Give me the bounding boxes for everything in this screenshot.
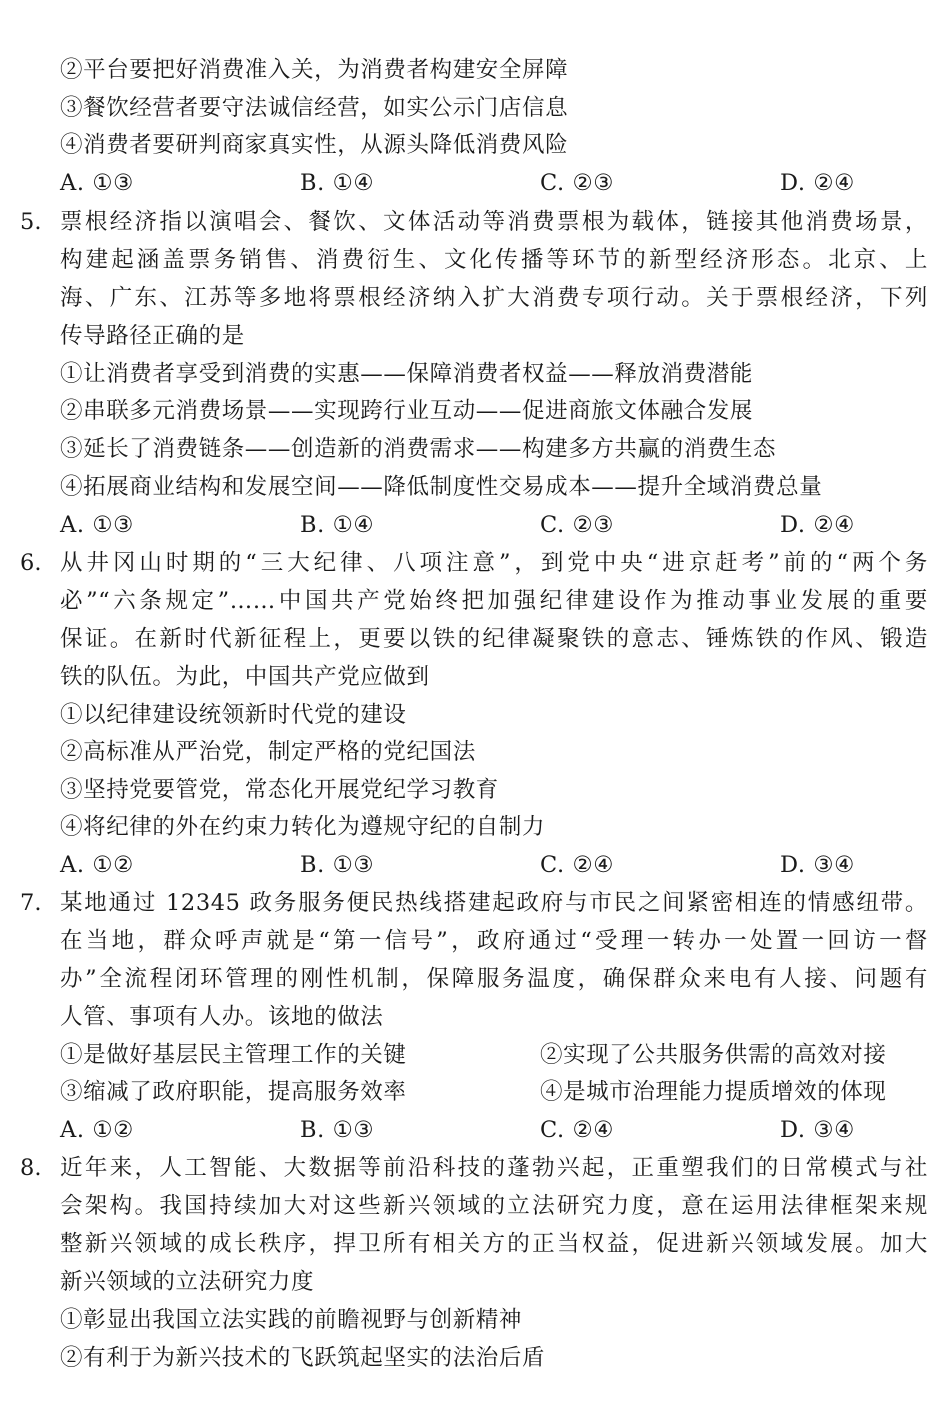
question-stem-line: 办”全流程闭环管理的刚性机制，保障服务温度，确保群众来电有人接、问题有 bbox=[60, 966, 928, 992]
question-stem-line: 新兴领域的立法研究力度 bbox=[60, 1269, 315, 1295]
option-statement: ①是做好基层民主管理工作的关键 bbox=[60, 1042, 407, 1068]
question-stem-line: 人管、事项有人办。该地的做法 bbox=[60, 1004, 384, 1030]
choice-b: B. ①③ bbox=[300, 1117, 375, 1143]
choice-a: A. ①② bbox=[60, 852, 134, 878]
question-stem-line: 整新兴领域的成长秩序，捍卫所有相关方的正当权益，促进新兴领域发展。加大 bbox=[60, 1231, 928, 1257]
choice-b: B. ①④ bbox=[300, 170, 375, 196]
question-stem-line: 票根经济指以演唱会、餐饮、文体活动等消费票根为载体，链接其他消费场景， bbox=[60, 209, 928, 235]
choice-c: C. ②③ bbox=[540, 170, 615, 196]
choice-b: B. ①④ bbox=[300, 512, 375, 538]
answer-choices bbox=[60, 510, 940, 540]
option-statement: ②串联多元消费场景——实现跨行业互动——促进商旅文体融合发展 bbox=[60, 398, 754, 424]
choice-c: C. ②④ bbox=[540, 852, 615, 878]
option-statement: ③延长了消费链条——创造新的消费需求——构建多方共赢的消费生态 bbox=[60, 436, 777, 462]
option-statement: ③缩减了政府职能，提高服务效率 bbox=[60, 1079, 407, 1105]
option-statement: ①彰显出我国立法实践的前瞻视野与创新精神 bbox=[60, 1307, 523, 1333]
choice-a: A. ①② bbox=[60, 1117, 134, 1143]
option-statement: ②有利于为新兴技术的飞跃筑起坚实的法治后盾 bbox=[60, 1345, 546, 1371]
question-stem-line: 在当地，群众呼声就是“第一信号”，政府通过“受理一转办一处置一回访一督 bbox=[60, 928, 928, 954]
question-stem-line: 传导路径正确的是 bbox=[60, 323, 245, 349]
answer-choices bbox=[60, 168, 940, 198]
question-number: 7. bbox=[20, 890, 42, 916]
option-statement: ②实现了公共服务供需的高效对接 bbox=[540, 1042, 887, 1068]
choice-b: B. ①③ bbox=[300, 852, 375, 878]
option-statement: ③餐饮经营者要守法诚信经营，如实公示门店信息 bbox=[60, 95, 569, 121]
answer-choices bbox=[60, 850, 940, 880]
choice-c: C. ②④ bbox=[540, 1117, 615, 1143]
option-statement: ④是城市治理能力提质增效的体现 bbox=[540, 1079, 887, 1105]
question-stem-line: 海、广东、江苏等多地将票根经济纳入扩大消费专项行动。关于票根经济，下列 bbox=[60, 285, 928, 311]
question-stem-line: 近年来，人工智能、大数据等前沿科技的蓬勃兴起，正重塑我们的日常模式与社 bbox=[60, 1155, 928, 1181]
choice-d: D. ②④ bbox=[780, 512, 855, 538]
question-stem-line: 从井冈山时期的“三大纪律、八项注意”，到党中央“进京赶考”前的“两个务 bbox=[60, 550, 928, 576]
option-statement-row bbox=[60, 1040, 940, 1070]
option-statement-row bbox=[60, 1077, 940, 1107]
choice-a: A. ①③ bbox=[60, 512, 134, 538]
choice-d: D. ③④ bbox=[780, 852, 855, 878]
option-statement: ③坚持党要管党，常态化开展党纪学习教育 bbox=[60, 777, 499, 803]
question-stem-line: 必”“六条规定”……中国共产党始终把加强纪律建设作为推动事业发展的重要 bbox=[60, 588, 928, 614]
choice-d: D. ②④ bbox=[780, 170, 855, 196]
question-number: 8. bbox=[20, 1155, 42, 1181]
option-statement: ④将纪律的外在约束力转化为遵规守纪的自制力 bbox=[60, 814, 546, 840]
question-number: 6. bbox=[20, 550, 42, 576]
question-stem-line: 保证。在新时代新征程上，更要以铁的纪律凝聚铁的意志、锤炼铁的作风、锻造 bbox=[60, 626, 928, 652]
option-statement: ④消费者要研判商家真实性，从源头降低消费风险 bbox=[60, 132, 569, 158]
option-statement: ①以纪律建设统领新时代党的建设 bbox=[60, 702, 407, 728]
question-stem-line: 会架构。我国持续加大对这些新兴领域的立法研究力度，意在运用法律框架来规 bbox=[60, 1193, 928, 1219]
option-statement: ②高标准从严治党，制定严格的党纪国法 bbox=[60, 739, 476, 765]
option-statement: ④拓展商业结构和发展空间——降低制度性交易成本——提升全域消费总量 bbox=[60, 474, 823, 500]
choice-a: A. ①③ bbox=[60, 170, 134, 196]
question-stem-line: 构建起涵盖票务销售、消费衍生、文化传播等环节的新型经济形态。北京、上 bbox=[60, 247, 928, 273]
question-stem-line: 某地通过 12345 政务服务便民热线搭建起政府与市民之间紧密相连的情感纽带。 bbox=[60, 890, 928, 916]
question-number: 5. bbox=[20, 209, 42, 235]
answer-choices bbox=[60, 1115, 940, 1145]
choice-d: D. ③④ bbox=[780, 1117, 855, 1143]
choice-c: C. ②③ bbox=[540, 512, 615, 538]
option-statement: ②平台要把好消费准入关，为消费者构建安全屏障 bbox=[60, 57, 569, 83]
question-stem-line: 铁的队伍。为此，中国共产党应做到 bbox=[60, 664, 430, 690]
option-statement: ①让消费者享受到消费的实惠——保障消费者权益——释放消费潜能 bbox=[60, 361, 754, 387]
